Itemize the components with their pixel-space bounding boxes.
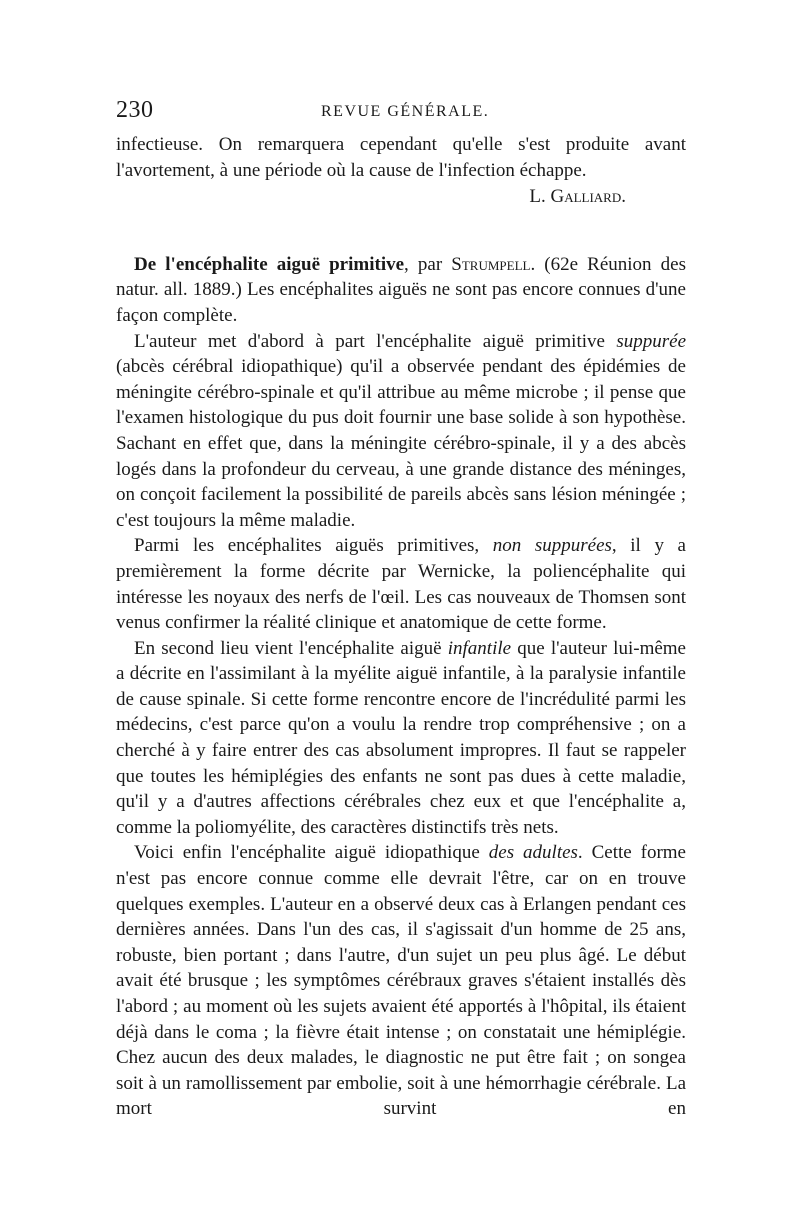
signature-initial: L. bbox=[529, 186, 546, 208]
emphasis-non-suppurees: non suppurées bbox=[492, 535, 612, 557]
paragraph-text: Parmi les encéphalites aiguës primitives, bbox=[134, 535, 493, 557]
paragraph-text: . Cette forme n'est pas encore connue comme elle devrait l'être, car on en trouve quelques exemples. L'auteur en a observé deux cas à Erlangen pendant ces dernières années. Dans l'un des cas, il s'agissait d'un homme de 25 ans, robuste, bien portant ; dans l'autre, d'un sujet un peu plus âgé. Le début avait été brusque ; les symptômes cérébraux graves s'étaient installés dès l'abord ; au moment où les sujets avaient été apportés à l'hôpital, ils étaient déjà dans le coma ; la fièvre était intense ; on constatait une hémiplégie. Chez aucun des deux malades, le diagnostic ne put être fait ; on songea soit à un ramollissement par embolie, soit à une hémorrhagie cérébrale. La mort survint en bbox=[116, 842, 686, 1120]
paragraph-text: , il y a premièrement la forme décrite par Wernicke, la poliencéphalite qui intéresse les noyaux des nerfs de l'œil. Les cas nouveaux de Thomsen sont venus confirmer la réalité clinique et anatomique de cette forme. bbox=[116, 535, 686, 634]
paragraph-adultes bbox=[116, 840, 686, 1122]
emphasis-suppuree: suppurée bbox=[616, 330, 686, 352]
paragraph-text: Voici enfin l'encéphalite aiguë idiopathique bbox=[134, 842, 489, 864]
section-gap bbox=[116, 210, 686, 252]
page-number: 230 bbox=[116, 97, 154, 123]
article-by: , par bbox=[404, 253, 452, 275]
paragraph-text: En second lieu vient l'encéphalite aiguë bbox=[134, 637, 448, 659]
running-head: REVUE GÉNÉRALE. bbox=[321, 103, 490, 120]
paragraph-text: que l'auteur lui-même a décrite en l'assimilant à la myélite aiguë infantile, à la paralysie infantile de cause spinale. Si cette forme rencontre encore de l'incrédulité parmi les médecins, c'est parce qu'on a voulu la rendre trop compréhensive ; on a cherché à y faire entrer des cas absolument impropres. Il faut se rappeler que toutes les hémiplégies des enfants ne sont pas dues à cette maladie, qu'il y a d'autres affections cérébrales chez eux et que l'encéphalite a, comme la poliomyélite, des caractères distinctifs très nets. bbox=[116, 637, 686, 838]
emphasis-adultes: des adultes bbox=[488, 842, 578, 864]
paragraph-text: (abcès cérébral idiopathique) qu'il a observée pendant des épidémies de méningite cérébro-spinale et qu'il attribue au même microbe ; il pense que l'examen histologique du pus doit fournir une base solide à son hypothèse. Sachant en effet que, dans la méningite cérébro-spinale, il y a des abcès logés dans la profondeur du cerveau, à une grande distance des méninges, on conçoit facilement la possibilité de pareils abcès sans lésion méningée ; c'est toujours la même maladie. bbox=[116, 356, 686, 531]
signature bbox=[116, 184, 686, 210]
continuation-paragraph bbox=[116, 132, 686, 183]
paragraph-non-suppurees bbox=[116, 533, 686, 635]
article-heading-paragraph bbox=[116, 252, 686, 329]
page-header bbox=[116, 97, 686, 123]
article-intro: . (62e Réunion des natur. all. 1889.) Les encéphalites aiguës ne sont pas encore connues d'une façon complète. bbox=[116, 253, 686, 326]
paragraph-suppuree bbox=[116, 329, 686, 534]
continuation-text: infectieuse. On remarquera cependant qu'elle s'est produite avant l'avortement, à une période où la cause de l'infection échappe. bbox=[116, 134, 686, 181]
body-text bbox=[116, 132, 686, 1122]
paragraph-infantile bbox=[116, 636, 686, 841]
article-author: Strumpell bbox=[451, 253, 531, 275]
article-title: De l'encéphalite aiguë primitive bbox=[134, 253, 405, 275]
emphasis-infantile: infantile bbox=[447, 637, 512, 659]
paragraph-text: L'auteur met d'abord à part l'encéphalite aiguë primitive bbox=[134, 330, 617, 352]
signature-surname: Galliard. bbox=[550, 186, 626, 208]
